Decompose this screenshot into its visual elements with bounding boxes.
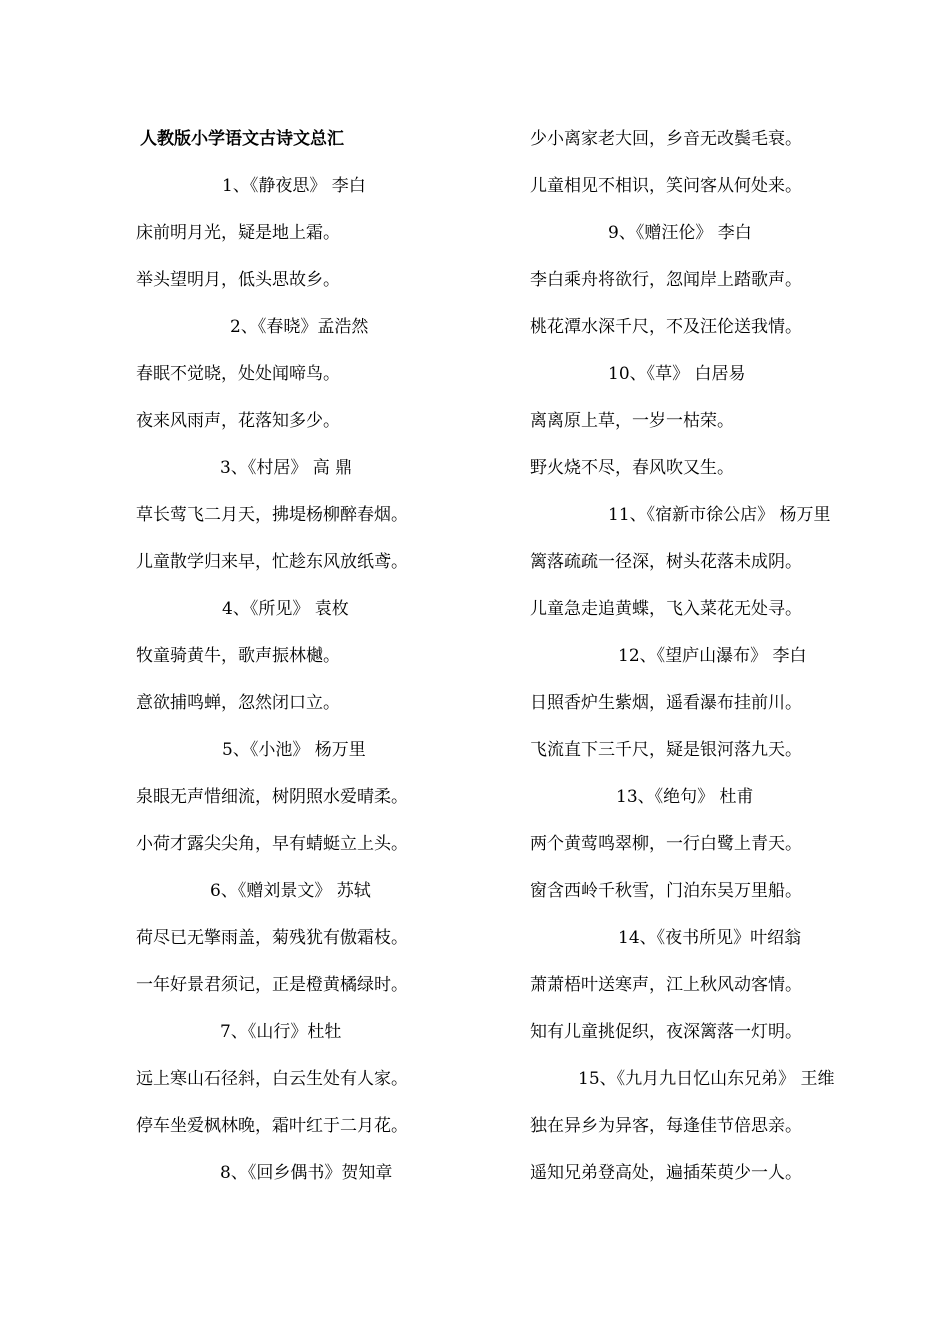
poem-line: 远上寒山石径斜，白云生处有人家。 <box>136 1069 408 1089</box>
poem-line: 萧萧梧叶送寒声，江上秋风动客情。 <box>530 975 802 995</box>
poem-line: 举头望明月，低头思故乡。 <box>136 270 340 290</box>
poem-line: 床前明月光，疑是地上霜。 <box>136 223 340 243</box>
poem-heading-10: 10、《草》 白居易 <box>608 364 746 384</box>
left-column <box>136 116 466 1197</box>
poem-line: 泉眼无声惜细流，树阴照水爱晴柔。 <box>136 787 408 807</box>
poem-heading-8: 8、《回乡偶书》贺知章 <box>220 1163 393 1183</box>
poem-line: 离离原上草，一岁一枯荣。 <box>530 411 734 431</box>
poem-heading-5: 5、《小池》 杨万里 <box>222 740 366 760</box>
poem-line: 儿童相见不相识，笑问客从何处来。 <box>530 176 802 196</box>
poem-line: 意欲捕鸣蝉，忽然闭口立。 <box>136 693 340 713</box>
poem-line: 春眠不觉晓，处处闻啼鸟。 <box>136 364 340 384</box>
poem-heading-13: 13、《绝句》 杜甫 <box>616 787 754 807</box>
poem-heading-12: 12、《望庐山瀑布》 李白 <box>618 646 807 666</box>
poem-heading-4: 4、《所见》 袁枚 <box>222 599 349 619</box>
poem-line: 李白乘舟将欲行，忽闻岸上踏歌声。 <box>530 270 802 290</box>
poem-line: 牧童骑黄牛，歌声振林樾。 <box>136 646 340 666</box>
poem-heading-6: 6、《赠刘景文》 苏轼 <box>210 881 371 901</box>
poem-line: 一年好景君须记，正是橙黄橘绿时。 <box>136 975 408 995</box>
poem-heading-2: 2、《春晓》孟浩然 <box>230 317 369 337</box>
poem-heading-11: 11、《宿新市徐公店》 杨万里 <box>608 505 831 525</box>
poem-line: 小荷才露尖尖角，早有蜻蜓立上头。 <box>136 834 408 854</box>
poem-line: 飞流直下三千尺，疑是银河落九天。 <box>530 740 802 760</box>
poem-line: 野火烧不尽，春风吹又生。 <box>530 458 734 478</box>
right-column <box>530 116 890 1197</box>
poem-line: 夜来风雨声，花落知多少。 <box>136 411 340 431</box>
poem-line: 停车坐爱枫林晚，霜叶红于二月花。 <box>136 1116 408 1136</box>
poem-heading-9: 9、《赠汪伦》 李白 <box>608 223 752 243</box>
poem-line: 知有儿童挑促织，夜深篱落一灯明。 <box>530 1022 802 1042</box>
poem-line: 窗含西岭千秋雪，门泊东吴万里船。 <box>530 881 802 901</box>
poem-line: 日照香炉生紫烟，遥看瀑布挂前川。 <box>530 693 802 713</box>
document-title: 人教版小学语文古诗文总汇 <box>140 129 344 149</box>
poem-line: 儿童散学归来早，忙趁东风放纸鸢。 <box>136 552 408 572</box>
poem-line: 独在异乡为异客，每逢佳节倍思亲。 <box>530 1116 802 1136</box>
poem-heading-15: 15、《九月九日忆山东兄弟》 王维 <box>578 1069 835 1089</box>
poem-line: 荷尽已无擎雨盖，菊残犹有傲霜枝。 <box>136 928 408 948</box>
poem-line: 两个黄莺鸣翠柳，一行白鹭上青天。 <box>530 834 802 854</box>
poem-line: 遥知兄弟登高处，遍插茱萸少一人。 <box>530 1163 802 1183</box>
poem-line: 草长莺飞二月天，拂堤杨柳醉春烟。 <box>136 505 408 525</box>
poem-line: 儿童急走追黄蝶，飞入菜花无处寻。 <box>530 599 802 619</box>
poem-line: 篱落疏疏一径深，树头花落未成阴。 <box>530 552 802 572</box>
poem-heading-3: 3、《村居》 高 鼎 <box>220 458 353 478</box>
poem-line: 少小离家老大回，乡音无改鬓毛衰。 <box>530 129 802 149</box>
poem-heading-1: 1、《静夜思》 李白 <box>222 176 366 196</box>
poem-line: 桃花潭水深千尺，不及汪伦送我情。 <box>530 317 802 337</box>
poem-heading-7: 7、《山行》杜牡 <box>220 1022 342 1042</box>
poem-heading-14: 14、《夜书所见》叶绍翁 <box>618 928 802 948</box>
